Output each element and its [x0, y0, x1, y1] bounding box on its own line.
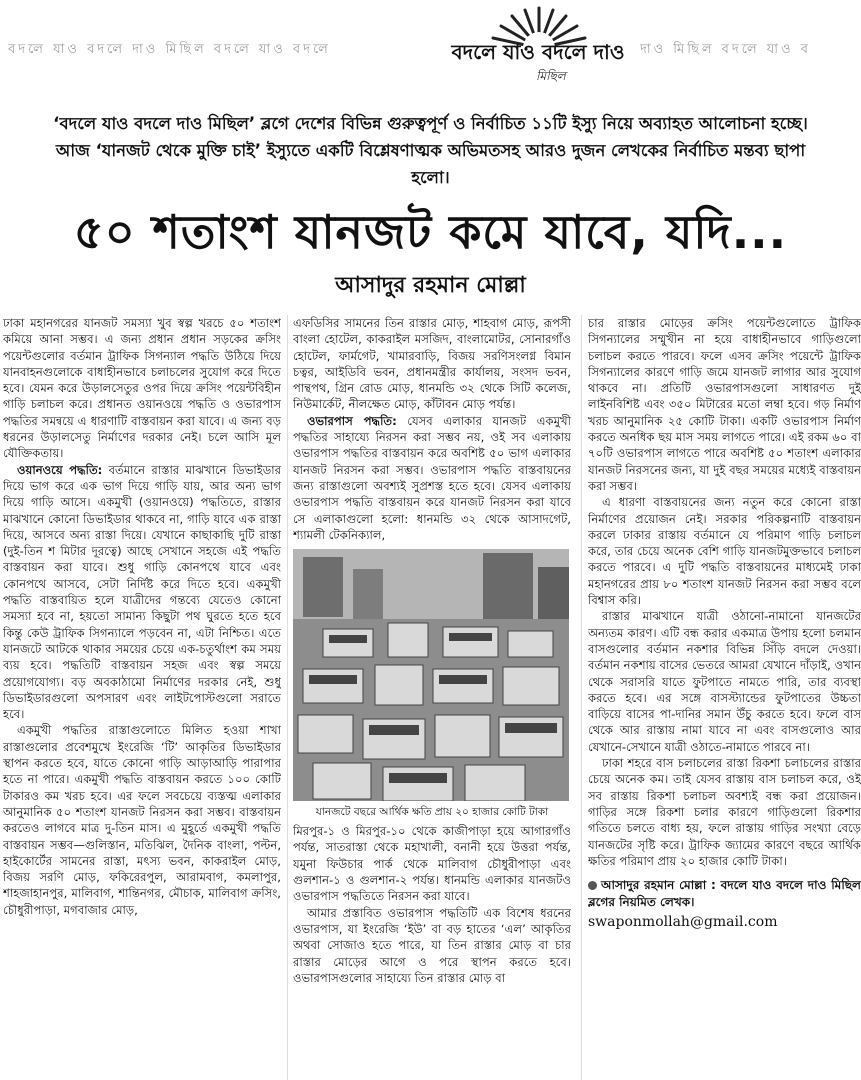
blog-logo — [446, 4, 630, 96]
paragraph: এফডিসির সামনের তিন রাস্তার মোড়, শাহবাগ মোড়, রূপসী বাংলা হোটেল, কাকরাইল মসজিদ, বাংলামোটর, সোনারগাঁও হোটেল, ফার্মগেট, খামারবাড়ি, বিজয় সরণিসংলগ্ন বিমান চত্বর, আইডিবি ভবন, প্রধানমন্ত্রীর কার্যালয়, সংসদ ভবন, পান্থপথ, গ্রিন রোড মোড়, ধানমন্ডি ৩২ থেকে সিটি কলেজ, নিউমার্কেট, নীলক্ষেত মোড়, কাঁটাবন মোড় পর্যন্ত। — [293, 316, 571, 412]
paragraph-text: বর্তমানে রাস্তার মাঝখানে ডিভাইডার দিয়ে ভাগ করে এক ভাগ দিয়ে গাড়ি যায়, আর অন্য ভাগ দিয়ে গাড়ি আসে। একমুখী (ওয়ানওয়ে) পদ্ধতিতে, রাস্তার মাঝখানে কোনো ডিভাইডার থাকবে না, গাড়ি যাবে এক রাস্তা দিয়ে, আসবে অন্য রাস্তা দিয়ে। যেখানে কাছাকাছি দুটি রাস্তা (দুই-তিন শ মিটার দূরত্বে) আছে সেখানে সহজে এই পদ্ধতি বাস্তবায়ন করা যাবে। শুধু গাড়ি কোনপথে যাবে এবং কোনপথে আসবে, সেটা নির্দিষ্ট করে দিতে হবে। একমুখী পদ্ধতি বাস্তবায়িত হলে যাত্রীদের গন্তব্যে যেতেও কোনো সমস্যা হবে না, হয়তো সামান্য কিছুটা পথ ঘুরতে হতে হবে কিন্তু কেউ ট্রাফিক সিগন্যালে পড়বেন না, এটা নিশ্চিত। এতে যানজটে আটকে থাকার সময়ের চেয়ে এক-চতুর্থাংশ কম সময় ব্যয় হবে। পদ্ধতিটি বাস্তবায়ন সহজ এবং স্বল্প সময়ে প্রয়োগযোগ্য। বড় অবকাঠামো নির্মাণের দরকার নেই, শুধু ডিভাইডারগুলো অপসারণ এবং লাইটপোস্টগুলো সরাতে হবে। — [3, 462, 281, 722]
paragraph: এ ধারণা বাস্তবায়নের জন্য নতুন করে কোনো রাস্তা নির্মাণের প্রয়োজন নেই। সরকার পরিকল্পনাটি বাস্তবায়ন করলে ঢাকার রাস্তায় বর্তমানে যে পরিমাণ গাড়ি চলাচল করে, তার চেয়ে অনেক বেশি গাড়ি যানজটমুক্তভাবে চলাচল করতে পারবে। এ দুটি পদ্ধতি বাস্তবায়নের মাধ্যমেই ঢাকা মহানগরের প্রায় ৮০ শতাংশ যানজট নিরসন করা সম্ভব বলে বিশ্বাস করি। — [588, 495, 861, 608]
banner-strip-left: বদলে যাও বদলে দাও মিছিল বদলে যাও বদলে — [8, 42, 331, 57]
intro-text: ‘বদলে যাও বদলে দাও মিছিল’ ব্লগে দেশের বিভিন্ন গুরুত্বপূর্ণ ও নির্বাচিত ১১টি ইস্যু নিয়ে অব্যাহত আলোচনা হচ্ছে। আজ ‘যানজট থেকে মুক্তি চাই’ ইস্যুতে একটি বিশ্লেষণাত্মক অভিমতসহ আরও দুজন লেখকের নির্বাচিত মন্তব্য ছাপা হলো। — [53, 114, 808, 187]
masthead-banner — [0, 0, 861, 100]
traffic-jam-image — [293, 549, 569, 801]
article-column-1 — [3, 315, 281, 1080]
paragraph: রাস্তার মাঝখানে যাত্রী ওঠানো-নামানো যানজটের অন্যতম কারণ। এটি বন্ধ করার একমাত্র উপায় হলো চলমান বাসগুলোর বর্তমান নকশার বিভিন্ন সিঁড়ি বদলে দেওয়া। বর্তমান নকশায় বাসের ভেতরে আমরা যেখানে দাঁড়াই, ওখান থেকে সরাসরি যাতে ফুটপাতে নামতে পারি, তার ব্যবস্থা করতে হবে। এর সঙ্গে বাসস্ট্যান্ডের ফুটপাতের উচ্চতা বাড়িয়ে বাসের পা-দানির সমান উঁচু করতে হবে। ফলে বাস থেকে আর রাস্তায় নামা যাবে না এবং বাসগুলোও আর যেখানে-সেখানে যাত্রী ওঠাতে-নামাতে পারবে না। — [588, 609, 861, 754]
article-column-2 — [293, 315, 571, 1080]
paragraph: ঢাকা শহরে বাস চলাচলের রাস্তা রিকশা চলাচলের রাস্তার চেয়ে অনেক কম। তাই যেসব রাস্তায় বাস চলাচল করে, ওই সব রাস্তায় রিকশা চলাচল অবশ্যই বন্ধ করা প্রয়োজন। গাড়ির সঙ্গে রিকশা চলার কারণে গাড়িগুলো রিকশার গতিতে চলতে বাধ্য হয়, ফলে রাস্তায় গাড়ির সংখ্যা বেড়ে যানজটের সৃষ্টি করে। ট্রাফিক জ্যামের কারণে বছরে আর্থিক ক্ষতির পরিমাণ প্রায় ২০ হাজার কোটি টাকা। — [588, 756, 861, 868]
paragraph — [3, 462, 281, 723]
photo-caption: যানজটে বছরে আর্থিক ক্ষতি প্রায় ২০ হাজার কোটি টাকা — [315, 806, 549, 819]
section-lead: ওয়ানওয়ে পদ্ধতি: — [17, 462, 103, 477]
paragraph: মিরপুর-১ ও মিরপুর-১০ থেকে কাজীপাড়া হয়ে আগারগাঁও পর্যন্ত, সাতরাস্তা থেকে মহাখালী, বনানী হয়ে উত্তরা পর্যন্ত, যমুনা ফিউচার পার্ক থেকে মালিবাগ চৌধুরীপাড়া এবং গুলশান-১ ও গুলশান-২ পর্যন্ত। ধানমন্ডি এলাকার যানজটও ওভারপাস পদ্ধতিতে নিরসন করা যাবে। — [293, 824, 571, 904]
paragraph: ঢাকা মহানগরের যানজট সমস্যা খুব স্বল্প খরচে ৫০ শতাংশ কমিয়ে আনা সম্ভব। এ জন্য প্রধান প্রধান সড়কের ক্রসিং পয়েন্টগুলোর বর্তমান ট্রাফিক সিগন্যাল পদ্ধতি উঠিয়ে দিয়ে যানবাহনগুলোকে বাধাহীনভাবে চলাচলের সুযোগ করে দিতে হবে। যেমন করে উড়ালসেতুর ওপর দিয়ে ক্রসিং পয়েন্টবিহীন গাড়ি চলাচল করে। প্রধানত ওয়ানওয়ে পদ্ধতি ও ওভারপাস পদ্ধতির সমন্বয়ে এ ধারণাটি বাস্তবায়ন করা যাবে। এ জন্য বড় ধরনের উড়ালসেতু নির্মাণের দরকার নেই। চলে আসি মূল যৌক্তিকতায়। — [3, 316, 281, 461]
bullet-icon — [588, 881, 597, 890]
column-divider — [581, 315, 582, 1080]
author-note-text: আসাদুর রহমান মোল্লা : বদলে যাও বদলে দাও মিছিল ব্লগের নিয়মিত লেখক। — [588, 878, 861, 910]
logo-title: বদলে যাও বদলে দাও — [451, 40, 625, 64]
section-lead: ওভারপাস পদ্ধতি: — [307, 413, 397, 428]
paragraph-text: যেসব এলাকার যানজট একমুখী পদ্ধতির সাহায্যে নিরসন করা সম্ভব নয়, ওই সব এলাকায় ওভারপাস পদ্ধতির বাস্তবায়ন করে অবশিষ্ট ৫০ ভাগ এলাকার যানজট নিরসন করা সম্ভব। ওভারপাস পদ্ধতি বাস্তবায়নের জন্য রাস্তাগুলো অবশ্যই সুপ্রশস্ত হতে হবে। যেসব এলাকায় ওভারপাস পদ্ধতি বাস্তবায়ন করে যানজট নিরসন করা যাবে সে এলাকাগুলো হলো: ধানমন্ডি ৩২ থেকে আসাদগেট, শ্যামলী টেকনিক্যাল, — [293, 413, 571, 542]
paragraph: চার রাস্তার মোড়ের ক্রসিং পয়েন্টগুলোতে ট্রাফিক সিগন্যালের সম্মুখীন না হয়ে বাধাহীনভাবে গাড়িগুলো চলাচল করতে পারবে। ফলে এসব ক্রসিং পয়েন্টে ট্রাফিক সিগন্যালের কারণে গাড়ি জমে যানজট লাগার আর সুযোগ থাকবে না। প্রতিটি ওভারপাসগুলো সাধারণত দুই লাইনবিশিষ্ট এবং ৩৫০ মিটারের মতো লম্বা হবে। গড় নির্মাণ খরচ আনুমানিক ২৫ কোটি টাকা। একটি ওভারপাস নির্মাণ করতে অনধিক ছয় মাস সময় লাগতে পারে। এই রকম ৬০ বা ৭০টি ওভারপাস লাগতে পারে অবশিষ্ট ৫০ শতাংশ এলাকার যানজট নিরসনের জন্য, যা দুই বছর সময়ের মধ্যেই বাস্তবায়ন করা সম্ভব। — [588, 316, 861, 493]
banner-strip-right: দাও মিছিল বদলে যাও ব — [640, 42, 811, 57]
paragraph — [293, 413, 571, 543]
author-note — [588, 877, 861, 911]
paragraph: একমুখী পদ্ধতির রাস্তাগুলোতে মিলিত হওয়া শাখা রাস্তাগুলোর প্রবেশমুখে ইংরেজি ‘টি’ আকৃতির ডিভাইডার স্থাপন করতে হবে, যাতে কোনো গাড়ি আড়াআড়ি পারাপার হতে না পারে। একমুখী পদ্ধতি বাস্তবায়ন করতে ১০০ কোটি টাকারও কম খরচ হবে। এর ফলে সবচেয়ে ব্যস্তত্ম এলাকার আনুমানিক ৫০ শতাংশ যানজট নিরসন করা সম্ভব। বাস্তবায়ন করতেও লাগবে মাত্র দু-তিন মাস। এ মুহূর্তে একমুখী পদ্ধতি বাস্তবায়ন সম্ভব—গুলিস্তান, মতিঝিল, দৈনিক বাংলা, পল্টন, হাইকোর্টের সামনের রাস্তা, মৎস্য ভবন, কাকরাইল মোড়, বিজয় সরণি মোড়, ফকিরেরপুল, আরামবাগ, কমলাপুর, শাহজাহানপুর, মালিবাগ, শান্তিনগর, মৌচাক, মালিবাগ ক্রসিং, চৌধুরীপাড়া, মগবাজার মোড়, — [3, 723, 281, 917]
author-email[interactable]: swaponmollah@gmail.com — [588, 914, 778, 931]
traffic-jam-photo — [293, 549, 569, 801]
article-column-3 — [588, 315, 861, 1080]
paragraph: আমার প্রস্তাবিত ওভারপাস পদ্ধতিটি এক বিশেষ ধরনের ওভারপাস, যা ইংরেজি ‘ইউ’ বা বড় হাতের ‘এল’ আকৃতির অথবা সোজাও হতে পারে, যা তিন রাস্তার মোড় বা চার রাস্তার মোড়ের আগে ও পরে স্থাপন করতে হবে। ওভারপাসগুলোর সাহায্যে তিন রাস্তার মোড় বা — [293, 905, 571, 985]
column-divider — [287, 315, 288, 1080]
headline: ৫০ শতাংশ যানজট কমে যাবে, যদি... — [73, 205, 788, 259]
logo-subtitle: মিছিল — [536, 69, 566, 83]
byline: আসাদুর রহমান মোল্লা — [335, 273, 526, 298]
